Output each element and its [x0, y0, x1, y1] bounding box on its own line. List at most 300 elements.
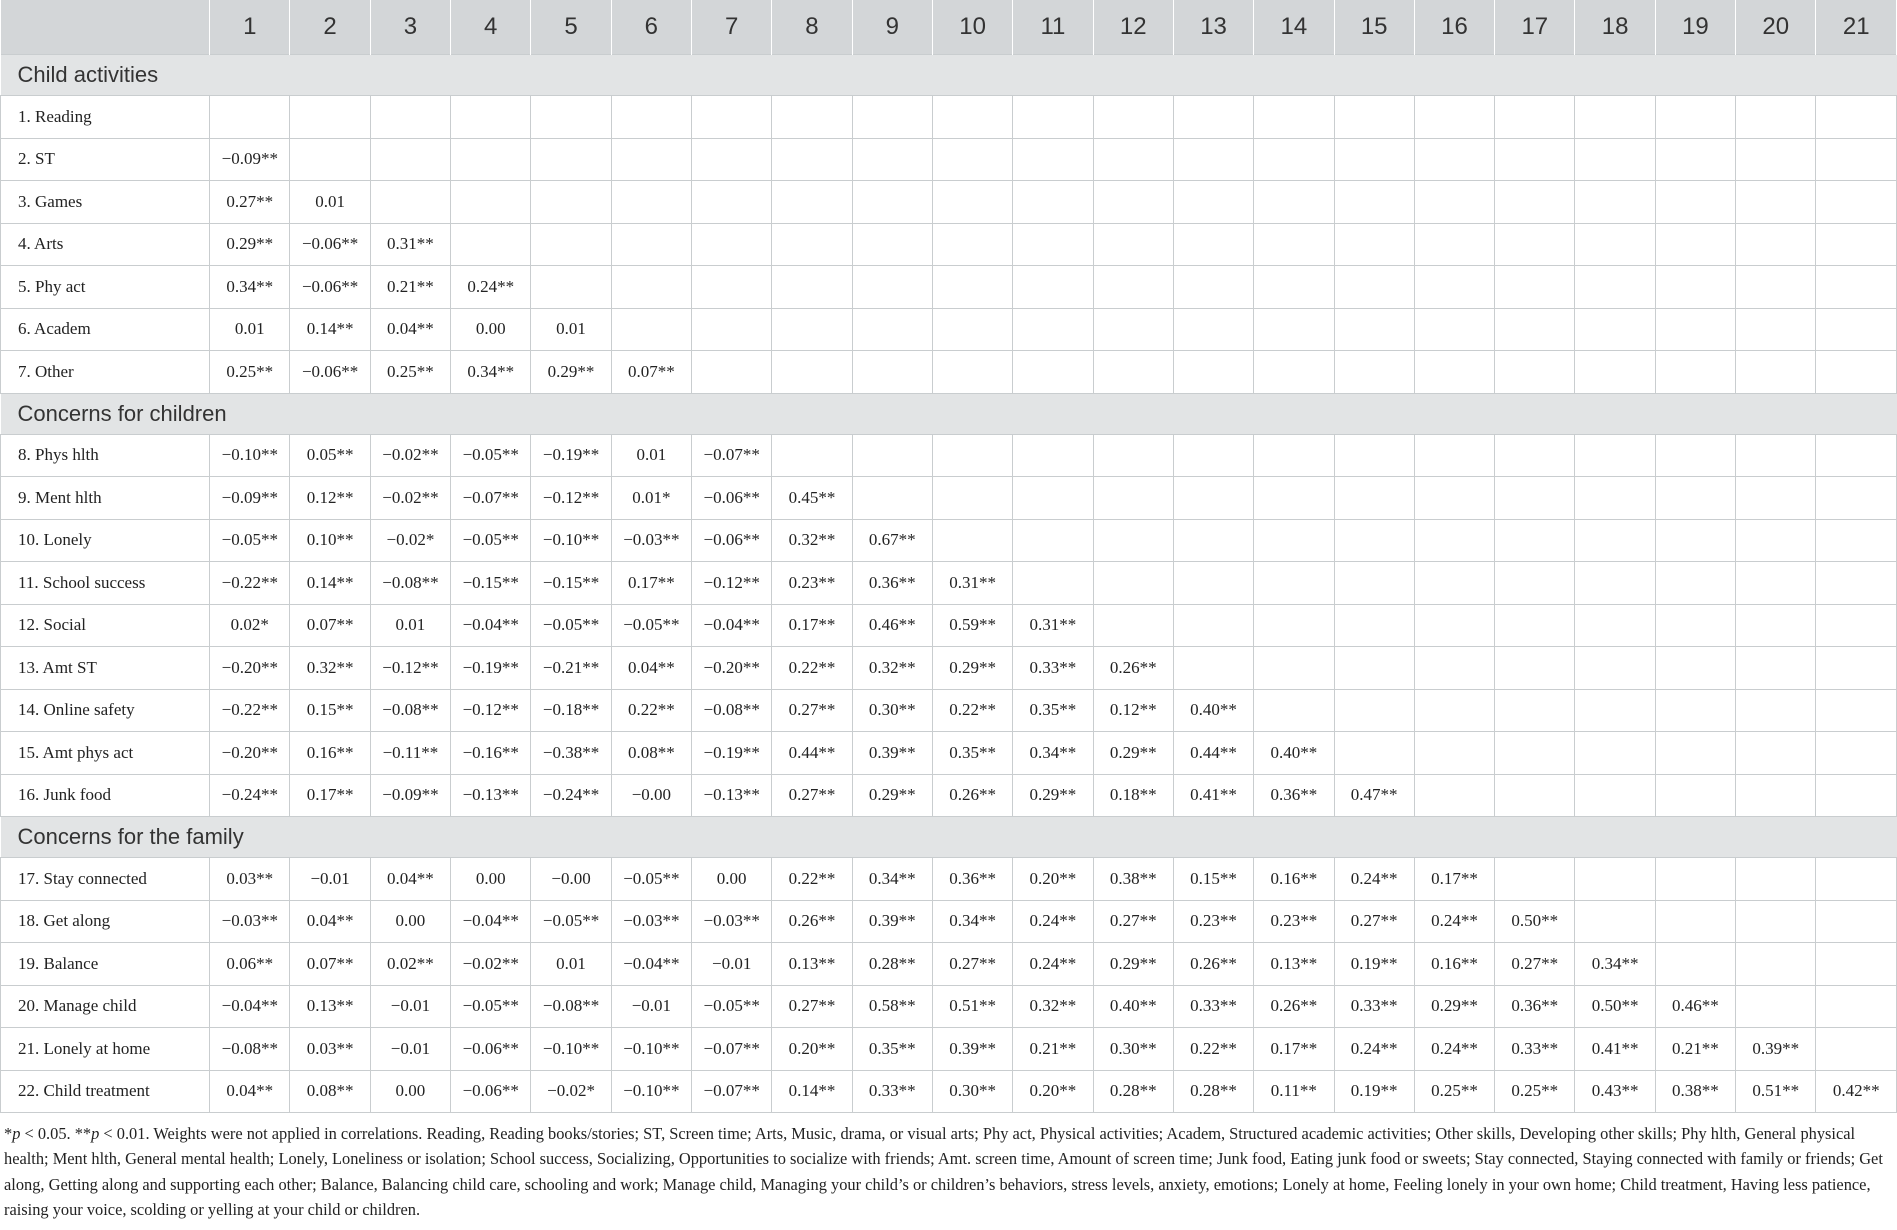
empty-cell	[1816, 138, 1897, 181]
correlation-cell: 0.27**	[772, 774, 852, 817]
table-row	[1, 434, 1897, 477]
table-row	[1, 181, 1897, 224]
row-label: 7. Other	[1, 351, 210, 394]
correlation-cell: 0.44**	[1173, 732, 1253, 775]
correlation-cell: −0.01	[370, 1028, 450, 1071]
correlation-cell: 0.15**	[290, 689, 370, 732]
empty-cell	[852, 181, 932, 224]
empty-cell	[210, 96, 290, 139]
empty-cell	[1414, 266, 1494, 309]
empty-cell	[1655, 138, 1735, 181]
empty-cell	[1575, 647, 1655, 690]
empty-cell	[1254, 562, 1334, 605]
correlation-cell: 0.41**	[1575, 1028, 1655, 1071]
correlation-cell: −0.01	[290, 858, 370, 901]
correlation-cell: −0.03**	[692, 900, 772, 943]
correlation-cell: 0.25**	[1495, 1070, 1575, 1113]
empty-cell	[1334, 351, 1414, 394]
correlation-cell: −0.12**	[531, 477, 611, 520]
correlation-cell: −0.08**	[370, 562, 450, 605]
correlation-cell: 0.26**	[1173, 943, 1253, 986]
empty-cell	[1575, 732, 1655, 775]
empty-cell	[1816, 351, 1897, 394]
correlation-cell: 0.30**	[932, 1070, 1012, 1113]
row-label: 5. Phy act	[1, 266, 210, 309]
correlation-cell: 0.01	[210, 308, 290, 351]
correlation-cell: −0.07**	[692, 1070, 772, 1113]
correlation-cell: 0.01	[531, 943, 611, 986]
correlation-cell: 0.04**	[210, 1070, 290, 1113]
row-label: 19. Balance	[1, 943, 210, 986]
empty-cell	[1575, 434, 1655, 477]
empty-cell	[1495, 308, 1575, 351]
empty-cell	[1736, 181, 1816, 224]
empty-cell	[1414, 96, 1494, 139]
empty-cell	[1254, 96, 1334, 139]
correlation-cell: 0.35**	[932, 732, 1012, 775]
empty-cell	[1816, 985, 1897, 1028]
correlation-cell: 0.24**	[1414, 900, 1494, 943]
empty-cell	[1816, 774, 1897, 817]
correlation-cell: −0.06**	[692, 477, 772, 520]
column-header: 21	[1816, 0, 1897, 55]
correlation-cell: 0.39**	[1736, 1028, 1816, 1071]
empty-cell	[932, 351, 1012, 394]
empty-cell	[1736, 858, 1816, 901]
correlation-cell: 0.10**	[290, 519, 370, 562]
correlation-cell: 0.00	[692, 858, 772, 901]
empty-cell	[1334, 562, 1414, 605]
empty-cell	[1254, 223, 1334, 266]
column-header: 17	[1495, 0, 1575, 55]
empty-cell	[1816, 519, 1897, 562]
correlation-cell: 0.26**	[932, 774, 1012, 817]
correlation-cell: 0.24**	[1334, 1028, 1414, 1071]
section-title: Concerns for children	[1, 393, 1897, 434]
empty-cell	[1254, 647, 1334, 690]
empty-cell	[1093, 96, 1173, 139]
empty-cell	[1736, 900, 1816, 943]
table-row	[1, 138, 1897, 181]
table-row	[1, 519, 1897, 562]
correlation-cell: −0.06**	[290, 266, 370, 309]
correlation-cell: 0.50**	[1575, 985, 1655, 1028]
empty-cell	[772, 434, 852, 477]
empty-cell	[852, 308, 932, 351]
empty-cell	[1655, 477, 1735, 520]
correlation-cell: 0.14**	[290, 308, 370, 351]
empty-cell	[1013, 138, 1093, 181]
correlation-cell: −0.13**	[451, 774, 531, 817]
correlation-cell: 0.25**	[370, 351, 450, 394]
correlation-cell: 0.16**	[290, 732, 370, 775]
empty-cell	[1736, 351, 1816, 394]
correlation-cell: −0.05**	[692, 985, 772, 1028]
empty-cell	[1254, 351, 1334, 394]
correlation-cell: −0.38**	[531, 732, 611, 775]
correlation-cell: 0.19**	[1334, 943, 1414, 986]
correlation-cell: 0.21**	[370, 266, 450, 309]
empty-cell	[852, 223, 932, 266]
correlation-cell: 0.27**	[1093, 900, 1173, 943]
correlation-cell: 0.32**	[290, 647, 370, 690]
row-label: 3. Games	[1, 181, 210, 224]
empty-cell	[1575, 477, 1655, 520]
correlation-cell: 0.32**	[772, 519, 852, 562]
footnote-text-2: < 0.01. Weights were not applied in correlations. Reading, Reading books/stories; ST, Screen time; Arts, Music, drama, or visual arts; Phy act, Physical activities; Academ, Structured academic activities; Other skills, Developing other skills; Phy hlth, General physical health; Ment hlth, General mental health; Lonely, Loneliness or isolation; School success, Socializing, Opportunities to socialize with friends; Amt. screen time, Amount of screen time; Junk food, Eating junk food or sweets; Stay connected, Staying connected with family or friends; Get along, Getting along and supporting each other; Balance, Balancing child care, schooling and work; Manage child, Managing your child’s or children’s behaviors, stress levels, anxiety, emotions; Lonely at home, Feeling lonely in your own home; Child treatment, Having less patience, raising your voice, scolding or yelling at your child or children.	[4, 1124, 1883, 1220]
empty-cell	[1816, 96, 1897, 139]
empty-cell	[1495, 96, 1575, 139]
correlation-cell: 0.28**	[852, 943, 932, 986]
correlation-cell: −0.13**	[692, 774, 772, 817]
table-row	[1, 858, 1897, 901]
empty-cell	[1575, 519, 1655, 562]
empty-cell	[1736, 562, 1816, 605]
correlation-cell: 0.08**	[290, 1070, 370, 1113]
table-footnote: *p < 0.05. **p < 0.01. Weights were not applied in correlations. Reading, Reading books/stories; ST, Screen time; Arts, Music, drama, or visual arts; Phy act, Physical activities; Academ, Structured academic activities; Other skills, Developing other skills; Phy hlth, General physical health; Ment hlth, General mental health; Lonely, Loneliness or isolation; School success, Socializing, Opportunities to socialize with friends; Amt. screen time, Amount of screen time; Junk food, Eating junk food or sweets; Stay connected, Staying connected with family or friends; Get along, Getting along and supporting each other; Balance, Balancing child care, schooling and work; Manage child, Managing your child’s or children’s behaviors, stress levels, anxiety, emotions; Lonely at home, Feeling lonely in your own home; Child treatment, Having less patience, raising your voice, scolding or yelling at your child or children.	[4, 1124, 1883, 1220]
correlation-cell: −0.08**	[692, 689, 772, 732]
empty-cell	[772, 96, 852, 139]
correlation-cell: 0.25**	[1414, 1070, 1494, 1113]
correlation-cell: 0.00	[370, 900, 450, 943]
correlation-cell: 0.27**	[772, 985, 852, 1028]
empty-cell	[772, 308, 852, 351]
correlation-cell: −0.06**	[451, 1070, 531, 1113]
correlation-cell: 0.44**	[772, 732, 852, 775]
correlation-cell: −0.03**	[611, 519, 691, 562]
empty-cell	[370, 96, 450, 139]
empty-cell	[1414, 477, 1494, 520]
empty-cell	[1816, 477, 1897, 520]
empty-cell	[1655, 774, 1735, 817]
empty-cell	[852, 477, 932, 520]
correlation-cell: 0.18**	[1093, 774, 1173, 817]
correlation-cell: 0.22**	[932, 689, 1012, 732]
empty-cell	[932, 223, 1012, 266]
row-label: 17. Stay connected	[1, 858, 210, 901]
row-label: 15. Amt phys act	[1, 732, 210, 775]
correlation-cell: 0.04**	[611, 647, 691, 690]
correlation-cell: −0.04**	[451, 900, 531, 943]
correlation-cell: 0.45**	[772, 477, 852, 520]
correlation-cell: 0.22**	[1173, 1028, 1253, 1071]
empty-cell	[611, 266, 691, 309]
row-label: 21. Lonely at home	[1, 1028, 210, 1071]
empty-cell	[1575, 181, 1655, 224]
section-title: Concerns for the family	[1, 817, 1897, 858]
correlation-cell: −0.07**	[451, 477, 531, 520]
table-row	[1, 689, 1897, 732]
empty-cell	[1254, 519, 1334, 562]
empty-cell	[1254, 138, 1334, 181]
correlation-cell: 0.39**	[852, 732, 932, 775]
empty-cell	[932, 434, 1012, 477]
empty-cell	[1816, 900, 1897, 943]
empty-cell	[1575, 266, 1655, 309]
correlation-cell: 0.07**	[611, 351, 691, 394]
correlation-cell: 0.03**	[210, 858, 290, 901]
correlation-cell: −0.07**	[692, 1028, 772, 1071]
correlation-cell: −0.05**	[531, 604, 611, 647]
empty-cell	[1495, 647, 1575, 690]
correlation-cell: −0.10**	[531, 1028, 611, 1071]
table-row	[1, 732, 1897, 775]
empty-cell	[1816, 1028, 1897, 1071]
column-header: 1	[210, 0, 290, 55]
empty-cell	[1575, 223, 1655, 266]
correlation-cell: 0.04**	[370, 858, 450, 901]
correlation-cell: 0.27**	[932, 943, 1012, 986]
correlation-cell: 0.24**	[451, 266, 531, 309]
correlation-cell: −0.12**	[370, 647, 450, 690]
empty-cell	[1414, 647, 1494, 690]
correlation-cell: 0.20**	[1013, 858, 1093, 901]
empty-cell	[1816, 266, 1897, 309]
correlation-cell: 0.47**	[1334, 774, 1414, 817]
correlation-cell: 0.34**	[1575, 943, 1655, 986]
empty-cell	[451, 138, 531, 181]
correlation-cell: −0.02**	[370, 434, 450, 477]
correlation-cell: 0.30**	[1093, 1028, 1173, 1071]
correlation-cell: 0.19**	[1334, 1070, 1414, 1113]
section-header-row	[1, 817, 1897, 858]
empty-cell	[1093, 351, 1173, 394]
column-header: 14	[1254, 0, 1334, 55]
empty-cell	[1816, 562, 1897, 605]
empty-cell	[1414, 138, 1494, 181]
empty-cell	[1736, 943, 1816, 986]
empty-cell	[370, 181, 450, 224]
correlation-cell: 0.26**	[772, 900, 852, 943]
empty-cell	[611, 138, 691, 181]
correlation-cell: 0.35**	[1013, 689, 1093, 732]
empty-cell	[692, 138, 772, 181]
empty-cell	[531, 223, 611, 266]
correlation-cell: 0.34**	[451, 351, 531, 394]
correlation-cell: 0.24**	[1013, 943, 1093, 986]
correlation-cell: −0.19**	[692, 732, 772, 775]
correlation-cell: 0.25**	[210, 351, 290, 394]
empty-cell	[1816, 689, 1897, 732]
row-label: 9. Ment hlth	[1, 477, 210, 520]
correlation-cell: 0.31**	[370, 223, 450, 266]
correlation-cell: 0.38**	[1093, 858, 1173, 901]
correlation-cell: −0.06**	[692, 519, 772, 562]
empty-cell	[1334, 477, 1414, 520]
table-row	[1, 943, 1897, 986]
correlation-cell: −0.05**	[210, 519, 290, 562]
empty-cell	[1173, 477, 1253, 520]
empty-cell	[1495, 689, 1575, 732]
empty-cell	[1816, 858, 1897, 901]
column-header: 11	[1013, 0, 1093, 55]
empty-cell	[1334, 96, 1414, 139]
correlation-cell: 0.40**	[1093, 985, 1173, 1028]
correlation-cell: 0.17**	[290, 774, 370, 817]
correlation-cell: −0.06**	[451, 1028, 531, 1071]
empty-cell	[1736, 96, 1816, 139]
column-header: 10	[932, 0, 1012, 55]
correlation-cell: 0.00	[451, 308, 531, 351]
correlation-cell: 0.29**	[1414, 985, 1494, 1028]
correlation-cell: −0.02*	[531, 1070, 611, 1113]
empty-cell	[1414, 689, 1494, 732]
empty-cell	[1495, 774, 1575, 817]
empty-cell	[932, 96, 1012, 139]
row-label: 12. Social	[1, 604, 210, 647]
correlation-cell: 0.26**	[1254, 985, 1334, 1028]
column-header: 16	[1414, 0, 1494, 55]
empty-cell	[531, 96, 611, 139]
correlation-cell: −0.02*	[370, 519, 450, 562]
correlation-cell: 0.02*	[210, 604, 290, 647]
empty-cell	[1655, 943, 1735, 986]
correlation-cell: 0.17**	[611, 562, 691, 605]
empty-cell	[1173, 519, 1253, 562]
empty-cell	[1254, 604, 1334, 647]
correlation-cell: 0.38**	[1655, 1070, 1735, 1113]
table-row	[1, 774, 1897, 817]
empty-cell	[1013, 181, 1093, 224]
correlation-cell: 0.00	[370, 1070, 450, 1113]
empty-cell	[1334, 434, 1414, 477]
empty-cell	[611, 223, 691, 266]
empty-cell	[1736, 519, 1816, 562]
empty-cell	[1575, 351, 1655, 394]
empty-cell	[531, 266, 611, 309]
table-row	[1, 900, 1897, 943]
correlation-cell: −0.04**	[210, 985, 290, 1028]
correlation-cell: −0.02**	[370, 477, 450, 520]
empty-cell	[1655, 351, 1735, 394]
empty-cell	[1093, 477, 1173, 520]
empty-cell	[1575, 138, 1655, 181]
empty-cell	[1414, 434, 1494, 477]
empty-cell	[1414, 562, 1494, 605]
empty-cell	[1173, 266, 1253, 309]
empty-cell	[1495, 434, 1575, 477]
empty-cell	[932, 181, 1012, 224]
empty-cell	[1736, 647, 1816, 690]
empty-cell	[1495, 519, 1575, 562]
correlation-cell: −0.19**	[451, 647, 531, 690]
correlation-cell: −0.05**	[451, 434, 531, 477]
empty-cell	[1495, 223, 1575, 266]
empty-cell	[1173, 181, 1253, 224]
correlation-cell: 0.46**	[1655, 985, 1735, 1028]
empty-cell	[1655, 519, 1735, 562]
empty-cell	[1173, 223, 1253, 266]
empty-cell	[1816, 604, 1897, 647]
empty-cell	[1414, 351, 1494, 394]
empty-cell	[1655, 604, 1735, 647]
empty-cell	[1736, 985, 1816, 1028]
empty-cell	[772, 266, 852, 309]
empty-cell	[1655, 732, 1735, 775]
empty-cell	[1655, 562, 1735, 605]
correlation-cell: 0.41**	[1173, 774, 1253, 817]
correlation-cell: −0.10**	[210, 434, 290, 477]
empty-cell	[1093, 138, 1173, 181]
correlation-cell: 0.24**	[1334, 858, 1414, 901]
empty-cell	[1816, 732, 1897, 775]
row-label: 14. Online safety	[1, 689, 210, 732]
correlation-cell: 0.29**	[1093, 943, 1173, 986]
empty-cell	[1013, 562, 1093, 605]
empty-cell	[772, 138, 852, 181]
empty-cell	[611, 308, 691, 351]
empty-cell	[692, 351, 772, 394]
correlation-cell: −0.01	[692, 943, 772, 986]
empty-cell	[932, 477, 1012, 520]
correlation-cell: −0.15**	[451, 562, 531, 605]
table-row	[1, 477, 1897, 520]
empty-cell	[1495, 266, 1575, 309]
row-label: 2. ST	[1, 138, 210, 181]
correlation-cell: 0.23**	[1254, 900, 1334, 943]
correlation-cell: 0.36**	[932, 858, 1012, 901]
empty-cell	[531, 138, 611, 181]
empty-cell	[1655, 647, 1735, 690]
empty-cell	[1093, 562, 1173, 605]
table-row	[1, 985, 1897, 1028]
correlation-cell: −0.01	[370, 985, 450, 1028]
empty-cell	[370, 138, 450, 181]
correlation-cell: 0.07**	[290, 604, 370, 647]
empty-cell	[1334, 647, 1414, 690]
empty-cell	[1173, 96, 1253, 139]
correlation-cell: 0.14**	[290, 562, 370, 605]
table-row	[1, 562, 1897, 605]
correlation-cell: −0.08**	[531, 985, 611, 1028]
correlation-cell: 0.13**	[290, 985, 370, 1028]
correlation-cell: 0.34**	[852, 858, 932, 901]
empty-cell	[852, 138, 932, 181]
correlation-cell: 0.27**	[1495, 943, 1575, 986]
correlation-cell: 0.12**	[1093, 689, 1173, 732]
empty-cell	[1414, 519, 1494, 562]
table-body	[1, 55, 1897, 1113]
table-row	[1, 223, 1897, 266]
empty-cell	[1736, 266, 1816, 309]
correlation-cell: 0.28**	[1093, 1070, 1173, 1113]
correlation-cell: 0.33**	[1334, 985, 1414, 1028]
correlation-cell: 0.31**	[932, 562, 1012, 605]
column-header: 9	[852, 0, 932, 55]
correlation-cell: −0.04**	[611, 943, 691, 986]
correlation-cell: 0.01*	[611, 477, 691, 520]
empty-cell	[451, 181, 531, 224]
empty-cell	[772, 181, 852, 224]
empty-cell	[1655, 900, 1735, 943]
empty-cell	[772, 223, 852, 266]
correlation-cell: −0.04**	[692, 604, 772, 647]
empty-cell	[1013, 223, 1093, 266]
correlation-cell: 0.12**	[290, 477, 370, 520]
correlation-cell: 0.34**	[1013, 732, 1093, 775]
empty-cell	[852, 96, 932, 139]
column-header: 3	[370, 0, 450, 55]
section-header-row	[1, 393, 1897, 434]
table-row	[1, 647, 1897, 690]
correlation-cell: 0.35**	[852, 1028, 932, 1071]
correlation-cell: 0.31**	[1013, 604, 1093, 647]
empty-cell	[772, 351, 852, 394]
correlation-cell: −0.04**	[451, 604, 531, 647]
empty-cell	[1816, 181, 1897, 224]
correlation-cell: 0.46**	[852, 604, 932, 647]
correlation-cell: 0.02**	[370, 943, 450, 986]
